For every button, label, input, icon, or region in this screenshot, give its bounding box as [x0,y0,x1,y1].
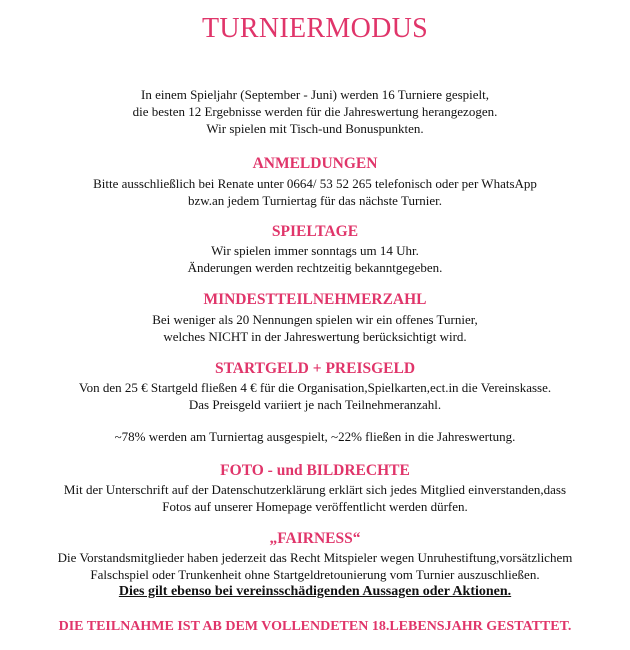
section-text-spieltage [0,242,630,276]
section-text-anmeldungen [0,175,630,209]
section-line: Bitte ausschließlich bei Renate unter 0664/ 53 52 265 telefonisch oder per WhatsApp [93,176,537,191]
section-line: welches NICHT in der Jahreswertung berücksichtigt wird. [163,329,467,344]
section-line: Mit der Unterschrift auf der Datenschutzerklärung erklärt sich jedes Mitglied einverstanden,dass [63,482,567,497]
section-heading-fairness: „FAIRNESS“ [269,530,361,547]
intro-line: In einem Spieljahr (September - Juni) werden 16 Turniere gespielt, [140,87,490,102]
section-line: Änderungen werden rechtzeitig bekanntgegeben. [187,260,443,275]
section-line: bzw.an jedem Turniertag für das nächste Turnier. [187,193,443,208]
section-text-bildrechte [0,481,630,515]
section-heading-anmeldungen: ANMELDUNGEN [252,155,378,172]
section-text-mindestteilnehmerzahl [0,311,630,345]
section-line: Wir spielen immer sonntags um 14 Uhr. [211,243,419,258]
intro-line: Wir spielen mit Tisch-und Bonuspunkten. [206,121,424,136]
section-line: Die Vorstandsmitglieder haben jederzeit das Recht Mitspieler wegen Unruhestiftung,vorsätzlichem [57,550,573,565]
fairness-emphasis: Dies gilt ebenso bei vereinsschädigenden Aussagen oder Aktionen. [118,584,512,599]
section-text-fairness [0,549,630,583]
age-requirement-notice: DIE TEILNAHME IST AB DEM VOLLENDETEN 18.LEBENSJAHR GESTATTET. [58,619,572,634]
page-title: TURNIERMODUS [201,13,429,44]
section-extra-startgeld: ~78% werden am Turniertag ausgespielt, ~22% fließen in die Jahreswertung. [114,429,516,444]
section-heading-startgeld: STARTGELD + PREISGELD [214,360,416,377]
section-line: Bei weniger als 20 Nennungen spielen wir ein offenes Turnier, [152,312,478,327]
intro-line: die besten 12 Ergebnisse werden für die Jahreswertung herangezogen. [132,104,498,119]
section-line: Fotos auf unserer Homepage veröffentlicht werden dürfen. [162,499,468,514]
section-heading-mindestteilnehmerzahl: MINDESTTEILNEHMERZAHL [203,291,427,308]
intro-paragraph [0,86,630,137]
section-line: Das Preisgeld variiert je nach Teilnehmeranzahl. [188,397,442,412]
section-text-startgeld [0,379,630,413]
section-heading-bildrechte: FOTO - und BILDRECHTE [220,462,410,479]
section-line: Von den 25 € Startgeld fließen 4 € für die Organisation,Spielkarten,ect.in die Vereinskasse. [78,380,552,395]
section-line: Falschspiel oder Trunkenheit ohne Startgeldretounierung vom Turnier auszuschließen. [90,567,540,582]
section-heading-spieltage: SPIELTAGE [271,223,359,240]
